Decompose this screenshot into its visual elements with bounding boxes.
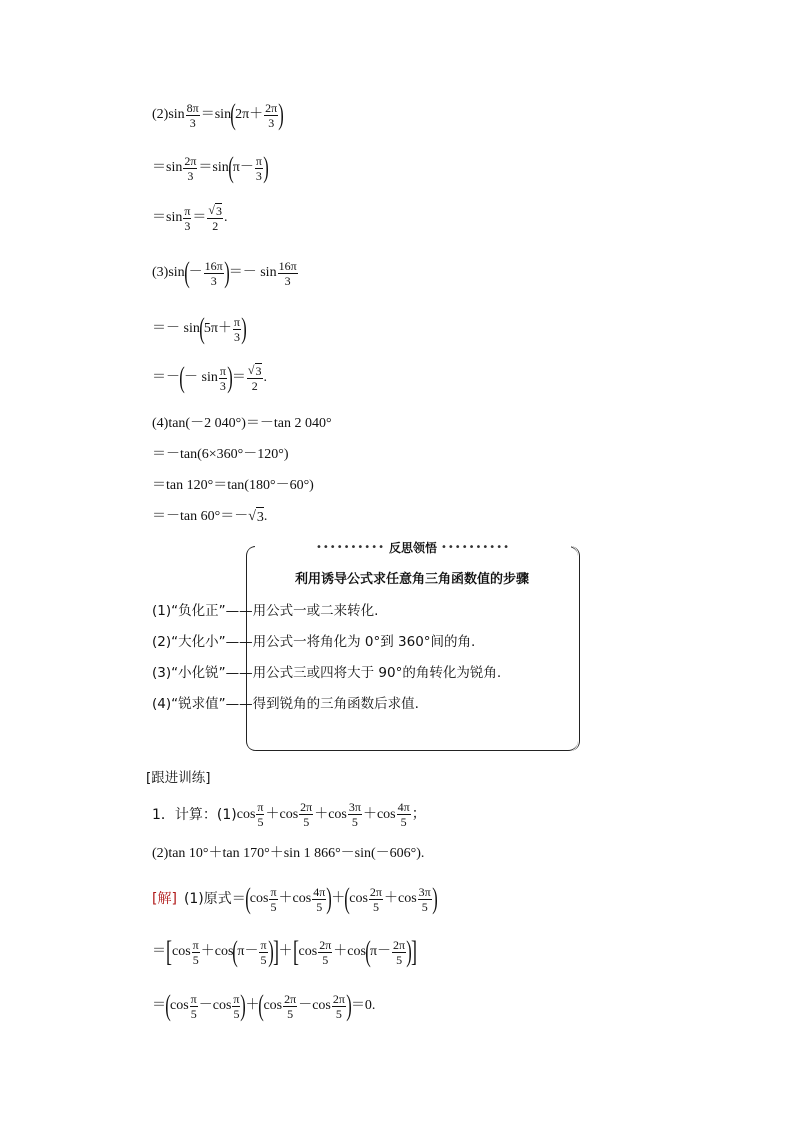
work-line-4d: ＝－tan 60°＝－√ 3 . — [152, 507, 267, 528]
reflection-step-3: (3)“小化锐”——用公式三或四将大于 90°的角转化为锐角. — [152, 665, 502, 681]
work-line-2b: ＝sin $\frac{2\pi}{3}$ ＝sin ( π－ $\frac{\pi}{3}$ ) — [152, 151, 269, 184]
work-line-2a: (2) sin $\frac{8\pi}{3}$ ＝sin ( 2π＋ $\frac{2\pi}{3}$ ) — [152, 98, 284, 131]
work-line-3a: (3) sin ( － $\frac{16\pi}{3}$ ) ＝－ sin $\frac{16\pi}{3}$ — [152, 256, 297, 289]
solution-line-1: [解] (1)原式＝ ( cos $\frac{\pi}{5}$ ＋cos $\frac{4\pi}{5}$ ) ＋ ( cos $\frac{2\pi}{5}$ ＋cos $\frac{3\pi}{5}$ ) — [152, 882, 438, 915]
section-label: [跟进训练] — [146, 770, 211, 786]
reflection-tag: •••••••••• 反思领悟 •••••••••• — [255, 538, 571, 556]
question-1-part-1: 1．计算：(1) cos $\frac{\pi}{5}$ ＋cos $\frac{2\pi}{5}$ ＋cos $\frac{3\pi}{5}$ ＋cos $\frac{4\pi}{5}$ ； — [152, 800, 426, 829]
work-line-4a: (4)tan(－2 040°)＝－tan 2 040° — [152, 416, 332, 431]
reflection-step-2: (2)“大化小”——用公式一将角化为 0°到 360°间的角. — [152, 634, 476, 650]
work-line-4b: ＝－tan(6×360°－120°) — [152, 447, 289, 462]
work-line-3b: ＝－ sin ( 5π＋ $\frac{\pi}{3}$ ) — [152, 312, 247, 345]
reflection-box-bottom — [246, 738, 578, 751]
reflection-tag-label: 反思领悟 — [388, 540, 437, 555]
solution-line-2: ＝ [ cos $\frac{\pi}{5}$ ＋cos ( π－ $\frac{\pi}{5}$ ) ] ＋ [ cos $\frac{2\pi}{5}$ ＋cos ( π－ $\frac{2\pi}{5}$ ) ] — [152, 935, 418, 968]
question-1-part-2: (2)tan 10°＋tan 170°＋sin 1 866°－sin(－606°). — [152, 846, 425, 861]
work-line-4c: ＝tan 120°＝tan(180°－60°) — [152, 478, 314, 493]
solution-line-3: ＝ ( cos $\frac{\pi}{5}$ －cos $\frac{\pi}{5}$ ) ＋ ( cos $\frac{2\pi}{5}$ －cos $\frac{2\pi}{5}$ ) ＝0. — [152, 989, 376, 1022]
reflection-step-4: (4)“锐求值”——得到锐角的三角函数后求值. — [152, 696, 419, 712]
reflection-step-1: (1)“负化正”——用公式一或二来转化. — [152, 603, 379, 619]
reflection-heading: 利用诱导公式求任意角三角函数值的步骤 — [294, 572, 529, 587]
work-line-3c: ＝－ ( － sin $\frac{\pi}{3}$ ) ＝ √ 3 2 . — [152, 361, 267, 394]
work-line-2c: ＝sin $\frac{\pi}{3}$ ＝ √ 3 2 . — [152, 203, 228, 233]
